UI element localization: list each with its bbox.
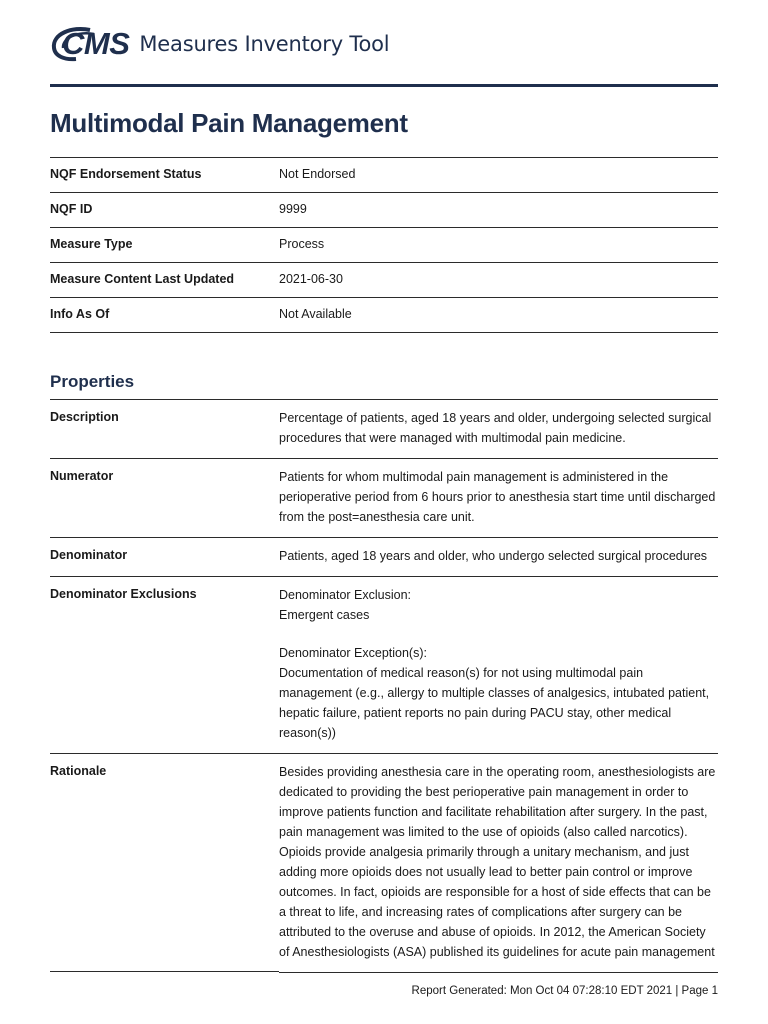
properties-heading: Properties bbox=[50, 372, 135, 391]
properties-table bbox=[50, 399, 718, 973]
numerator-label: Numerator bbox=[50, 469, 114, 483]
table-row bbox=[50, 459, 718, 538]
exception-heading: Denominator Exception(s): bbox=[279, 646, 427, 660]
footer-divider bbox=[50, 971, 279, 972]
table-row bbox=[50, 228, 718, 263]
row-value: 2021-06-30 bbox=[279, 272, 343, 286]
exclusion-text: Emergent cases bbox=[279, 608, 370, 622]
table-row bbox=[50, 298, 718, 333]
exception-text: Documentation of medical reason(s) for not using multimodal pain management (e.g., allergy to multiple classes of analgesics, intubated patient, hepatic failure, patient reports no pain during PACU stay, other medical reason(s)) bbox=[279, 666, 710, 740]
description-label: Description bbox=[50, 410, 119, 424]
row-label: Measure Content Last Updated bbox=[50, 272, 235, 286]
denominator-value: Patients, aged 18 years and older, who undergo selected surgical procedures bbox=[279, 549, 708, 563]
table-row bbox=[50, 577, 718, 754]
rationale-value: Besides providing anesthesia care in the operating room, anesthesiologists are dedicated to providing the best perioperative pain management in order to improve patients function and facilitate rehabilitation after surgery. In the past, pain management was limited to the use of opioids (also called narcotics). Opioids provide analgesia primarily through a unitary mechanism, and just adding more opioids does not usually lead to better pain control or improve outcomes. In fact, opioids are responsible for a host of side effects that can be a threat to life, and increasing rates of complications after surgery can be attributed to the overuse and abuse of opioids. In 2012, the American Society of Anesthesiologists (ASA) published its guidelines for acute pain management bbox=[279, 765, 716, 959]
description-value: Percentage of patients, aged 18 years and older, undergoing selected surgical procedures that were managed with multimodal pain medicine. bbox=[279, 411, 712, 445]
table-row bbox=[50, 754, 718, 973]
numerator-value: Patients for whom multimodal pain management is administered in the perioperative period from 6 hours prior to anesthesia start time until discharged from the post=anesthesia care unit. bbox=[279, 470, 716, 524]
table-row bbox=[50, 158, 718, 193]
report-footer: Report Generated: Mon Oct 04 07:28:10 EDT 2021 | Page 1 bbox=[411, 985, 718, 997]
rationale-label: Rationale bbox=[50, 764, 107, 778]
page-header bbox=[50, 0, 718, 87]
row-value: Not Endorsed bbox=[279, 167, 356, 181]
row-label: NQF ID bbox=[50, 202, 93, 216]
row-value: 9999 bbox=[279, 202, 307, 216]
denominator-label: Denominator bbox=[50, 548, 128, 562]
page-title: Multimodal Pain Management bbox=[50, 108, 408, 138]
table-row bbox=[50, 400, 718, 459]
summary-table bbox=[50, 157, 718, 333]
spacer bbox=[279, 625, 718, 643]
tool-name: Measures Inventory Tool bbox=[139, 32, 390, 56]
table-row bbox=[50, 263, 718, 298]
row-label: Measure Type bbox=[50, 237, 133, 251]
exclusions-value bbox=[279, 577, 718, 753]
row-value: Not Available bbox=[279, 307, 352, 321]
row-label: NQF Endorsement Status bbox=[50, 167, 202, 181]
logo-cms-text: CMS bbox=[62, 26, 130, 61]
report-page bbox=[50, 0, 718, 959]
row-value: Process bbox=[279, 237, 325, 251]
table-row bbox=[50, 193, 718, 228]
table-row bbox=[50, 538, 718, 577]
exclusion-heading: Denominator Exclusion: bbox=[279, 588, 412, 602]
exclusions-label: Denominator Exclusions bbox=[50, 587, 197, 601]
row-label: Info As Of bbox=[50, 307, 110, 321]
cms-logo bbox=[50, 26, 389, 62]
